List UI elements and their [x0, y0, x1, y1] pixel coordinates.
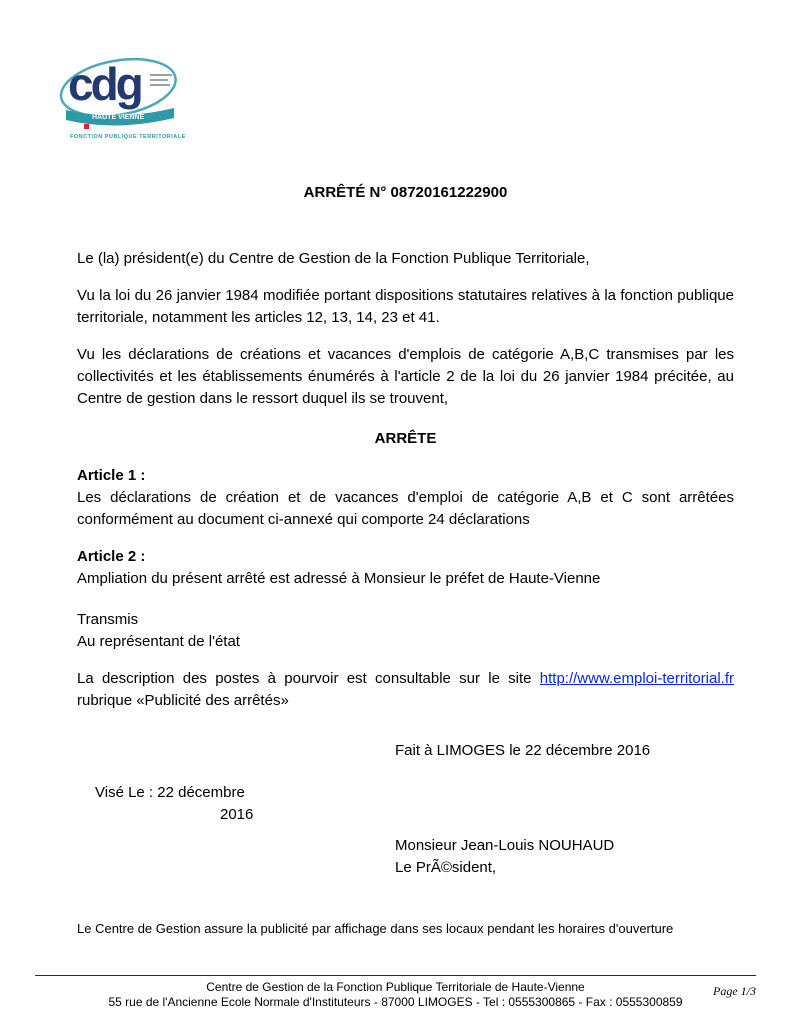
paragraph-site	[77, 668, 734, 712]
vise-line-1: Visé Le : 22 décembre	[95, 784, 245, 801]
article-2-text: Ampliation du présent arrêté est adressé à Monsieur le préfet de Haute-Vienne	[77, 570, 601, 587]
arrete-heading: ARRÊTE	[374, 430, 437, 447]
signature-block	[77, 835, 734, 879]
signatory-title: Le PrÃ©sident,	[395, 859, 497, 876]
article-1-label: Article 1 :	[77, 467, 146, 484]
footer-line-2: 55 rue de l'Ancienne Ecole Normale d'Instituteurs - 87000 LIMOGES - Tel : 0555300865 - Fax : 0555300859	[108, 995, 683, 1009]
signatory-name: Monsieur Jean-Louis NOUHAUD	[395, 837, 615, 854]
svg-text:HAUTE VIENNE: HAUTE VIENNE	[92, 114, 145, 121]
article-1-text: Les déclarations de création et de vacances d'emploi de catégorie A,B et C sont arrêtées conformément au document ci-annexé qui comporte 24 déclarations	[77, 489, 734, 528]
publicity-notice: Le Centre de Gestion assure la publicité par affichage dans ses locaux pendant les horaires d'ouverture	[77, 921, 674, 936]
footer-line-1: Centre de Gestion de la Fonction Publique Territoriale de Haute-Vienne	[206, 980, 585, 994]
article-2	[77, 546, 734, 590]
vise-line-2: 2016	[220, 806, 254, 823]
page-footer	[35, 975, 756, 1010]
paragraph-vu-loi: Vu la loi du 26 janvier 1984 modifiée portant dispositions statutaires relatives à la fonction publique territoriale, notamment les articles 12, 13, 14, 23 et 41.	[77, 287, 734, 326]
fait-a-line: Fait à LIMOGES le 22 décembre 2016	[395, 742, 651, 759]
article-1	[77, 465, 734, 531]
site-text-post: rubrique «Publicité des arrêtés»	[77, 692, 289, 709]
site-text-pre: La description des postes à pourvoir est consultable sur le site	[77, 670, 540, 687]
transmis-line-1: Transmis	[77, 611, 139, 628]
document-body	[0, 182, 791, 940]
svg-text:FONCTION PUBLIQUE TERRITORIALE: FONCTION PUBLIQUE TERRITORIALE	[70, 134, 186, 140]
vise-block	[77, 782, 734, 826]
paragraph-vu-declarations: Vu les déclarations de créations et vacances d'emplois de catégorie A,B,C transmises par les collectivités et les établissements énumérés à l'article 2 de la loi du 26 janvier 1984 précitée, au Centre de gestion dans le ressort duquel ils se trouvent,	[77, 346, 734, 407]
emploi-territorial-link[interactable]: http://www.emploi-territorial.fr	[539, 670, 734, 687]
cdg-logo-icon	[56, 48, 186, 143]
article-2-label: Article 2 :	[77, 548, 146, 565]
document-title: ARRÊTÉ N° 08720161222900	[303, 184, 508, 201]
transmis-line-2: Au représentant de l'état	[77, 633, 240, 650]
svg-text:cdg: cdg	[68, 58, 141, 110]
paragraph-intro: Le (la) président(e) du Centre de Gestion de la Fonction Publique Territoriale,	[77, 250, 590, 267]
cdg-logo	[56, 48, 186, 148]
transmis-block	[77, 609, 734, 653]
page-number: Page 1/3	[713, 984, 756, 998]
